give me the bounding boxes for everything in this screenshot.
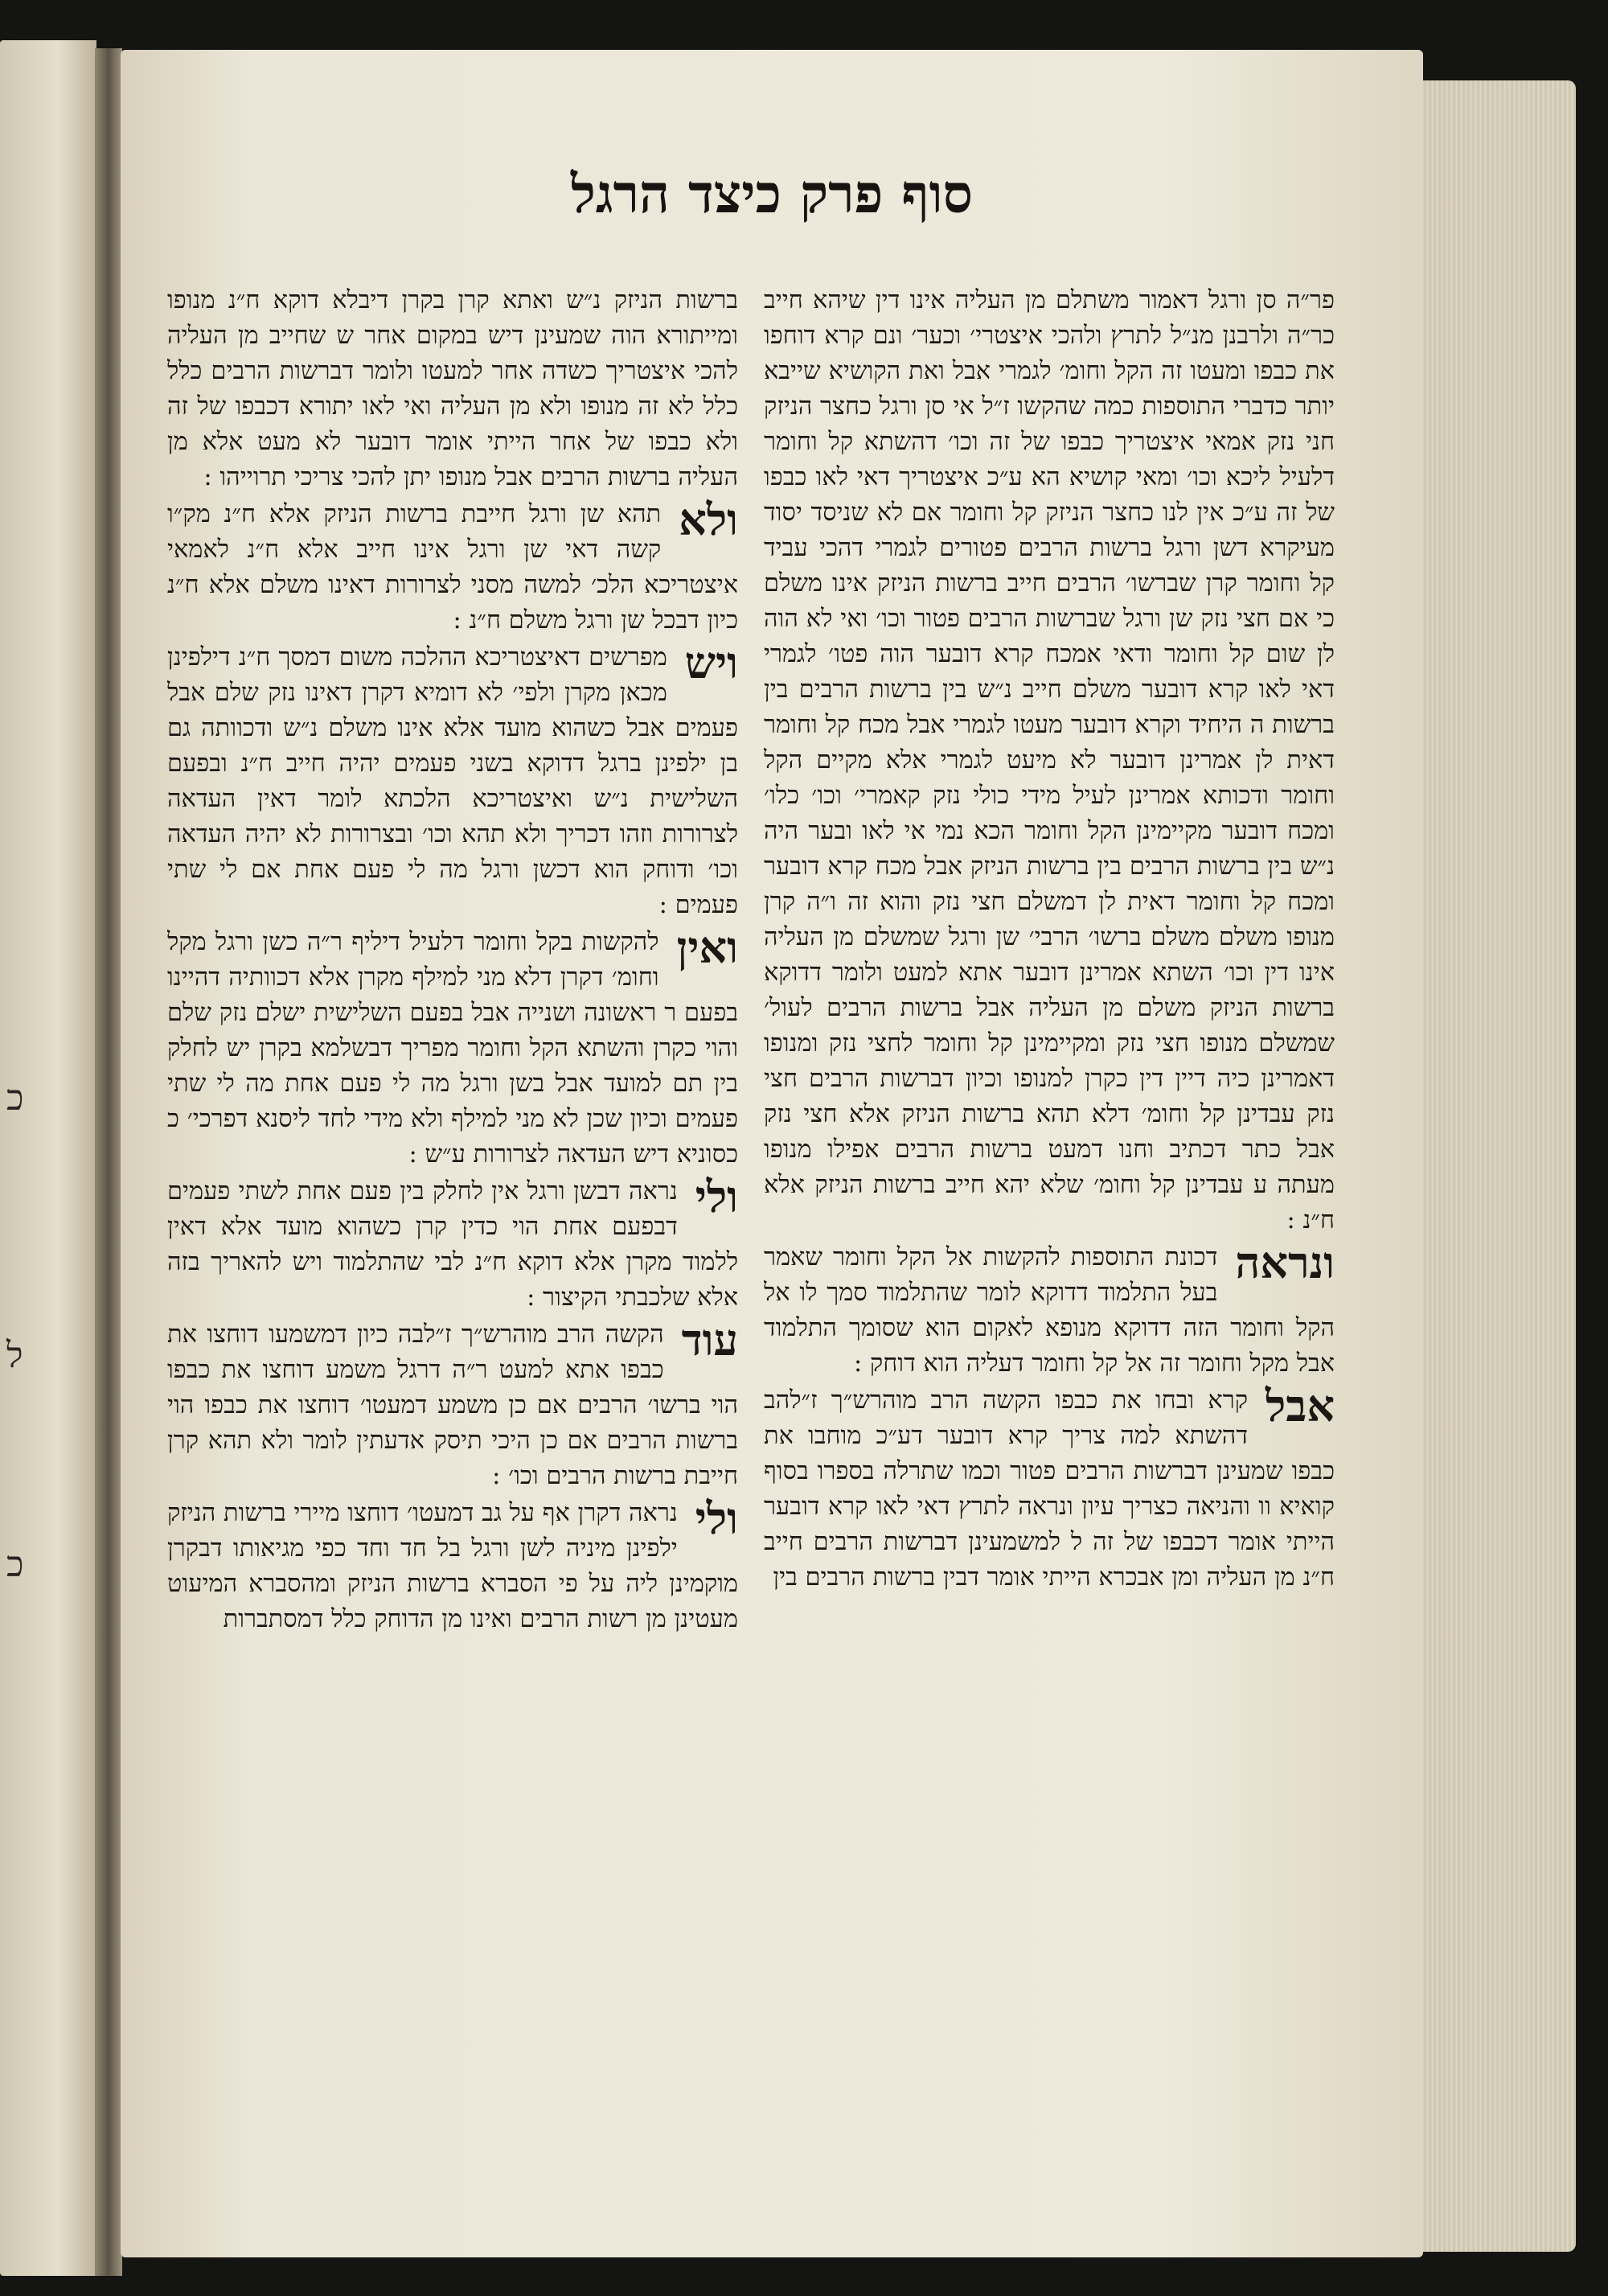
paragraph-text: נראה דקרן אף על גב דמעטו׳ דוחצו מיירי ברשות הניזק ילפינן מיניה לשן ורגל בל חד וחד כפי מגיאותו דבקרן מוקמינן ליה על פי הסברא ברשות הניזק ומהסברא המיעוט מעטינן מן רשות הרבים ואינו מן הדוחק כלל דמסתברות bbox=[167, 1499, 738, 1633]
paragraph bbox=[167, 1314, 738, 1494]
left-text-column bbox=[167, 283, 738, 2181]
lemma-word: אבל bbox=[1265, 1380, 1335, 1431]
paragraph-text: להקשות בקל וחומר דלעיל דיליף ר״ה כשן ורגל מקל וחומ׳ דקרן דלא מני למילף מקרן אלא דכוותיה דהיינו בפעם ר ראשונה ושנייה אבל בפעם השלישית ישלם נזק שלם והוי כקרן והשתא הקל וחומר מפריך דבשלמא בקרן יש לחלק בין תם למועד אבל בשן ורגל מה לי פעם אחת מה לי שתי פעמים וכיון שכן לא מני למילף ולא מידי לחד ליסנא דפרכי׳ כ כסוניא דיש העדאה לצרורות ע״ש : bbox=[167, 928, 738, 1169]
right-text-column bbox=[764, 283, 1335, 2181]
paragraph-text: נראה דבשן ורגל אין לחלק בין פעם אחת לשתי פעמים דבפעם אחת הוי כדין קרן כשהוא מועד אלא דאין ללמוד מקרן אלא דוקא ח״נ לבי שהתלמוד ויש להאריך בזה אלא שלכבתי הקיצור : bbox=[167, 1177, 738, 1312]
paragraph bbox=[167, 922, 738, 1173]
paragraph bbox=[764, 1380, 1335, 1596]
facing-page-fragment: כ bbox=[6, 1544, 24, 1585]
lemma-word: ולי bbox=[695, 1493, 738, 1544]
book-gutter bbox=[95, 48, 122, 2276]
running-header bbox=[121, 162, 1423, 226]
lemma-word: ולי bbox=[695, 1171, 738, 1222]
paragraph bbox=[167, 1171, 738, 1316]
lemma-word: ולא bbox=[679, 494, 738, 545]
book-page bbox=[121, 50, 1423, 2257]
facing-page-fragment: כ bbox=[6, 1078, 24, 1119]
paragraph bbox=[764, 1237, 1335, 1382]
facing-page-fragment: ל bbox=[6, 1335, 23, 1376]
paragraph-text: דכונת התוספות להקשות אל הקל וחומר שאמר בעל התלמוד דדוקא לומר שהתלמוד סמך לו אל הקל וחומר הזה דדוקא מנופא לאקום הוא שסומך התלמוד אבל מקל וחומר זה אל קל וחומר דעליה הוא דוחק : bbox=[764, 1243, 1335, 1378]
paragraph-text: תהא שן ורגל חייבת ברשות הניזק אלא ח״נ מק״ו קשה דאי שן ורגל אינו חייב אלא ח״נ לאמאי איצטריכא הלכ׳ למשה מסני לצרורות דאינו משלם אלא ח״נ כיון דבכל שן ורגל משלם ח״נ : bbox=[167, 500, 738, 635]
lemma-word: ויש bbox=[684, 637, 738, 688]
page-title: סוף פרק כיצד הרגל bbox=[570, 162, 974, 225]
paragraph bbox=[167, 1493, 738, 1637]
paragraph bbox=[167, 494, 738, 639]
lemma-word: ונראה bbox=[1235, 1237, 1335, 1288]
paragraph bbox=[764, 283, 1335, 1238]
paragraph-text: ברשות הניזק נ״ש ואתא קרן בקרן דיבלא דוקא ח״נ מנופו ומייתורא הוה שמעינן דיש במקום אחר ש שחייב מן העליה להכי איצטריך כשדה אחר למעטו ולומר דברשות הרבים כלל כלל לא זה מנופו ולא מן העליה ואי לאו יתורא דכבפו של זה ולא כבפו של אחר הייתי אומר דובער לא מעט אלא מן העליה ברשות הרבים אבל מנופו יתן להכי צריכי תרוייהו : bbox=[167, 286, 738, 491]
paragraph-text: קרא ובחו את כבפו הקשה הרב מוהרש״ך ז״להב דהשתא למה צריך קרא דובער דע״כ מוחבו את כבפו שמעינן דברשות הרבים פטור וכמו שתרלה בספרו בסוף קואיא וו והניאה כצריך עיון ונראה לתרץ דאי לאו קרא דובער הייתי אומר דכבפו של זה ל למשמעינן דברשות הרבים חייב ח״נ מן העליה ומן אבכרא הייתי אומר דבין ברשות הרבים בין bbox=[764, 1386, 1335, 1592]
paragraph-text: פר״ה סן ורגל דאמור משתלם מן העליה אינו דין שיהא חייב כר״ה ולרבנן מנ״ל לתרץ ולהכי איצטרי׳ וכער׳ ונם קרא דוחפו את כבפו ומעטו זה הקל וחומ׳ לגמרי אבל ואת הקושיא שייבא יותר כדברי התוספות כמה שהקשו ז״ל אי סן ורגל כחצר הניזק חני נזק אמאי איצטריך כבפו של זה וכו׳ דהשתא קל וחומר דלעיל ליכא וכו׳ ומאי קושיא הא ע״כ איצטריך דאי לאו כבפו של זה ע״כ אין לנו כחצר הניזק קל וחומר אם לא שניסד יסוד מעיקרא דשן ורגל ברשות הרבים פטורים לגמרי דהכי עביד קל וחומר קרן שברשו׳ הרבים חייב ברשות הניזק אינו משלם כי אם חצי נזק שן ורגל שברשות הרבים פטור וכו׳ ואי לא הוה לן שום קל וחומר ודאי אמכח קרא דובער הוה פטו׳ לגמרי דאי לאו קרא דובער משלם חייב נ״ש בין ברשות הרבים בין ברשות ה היחיד וקרא דובער מעטו לגמרי אבל מכח קל וחומר דאית לן אמרינן דובער לא מיעט לגמרי אלא מקיים הקל וחומר ודכותא אמרינן לעיל מידי כולי נזק קאמרי׳ וכו׳ כלו׳ ומכח דובער מקיימינן הקל וחומר הכא נמי אי לאו ובער היה נ״ש בין ברשות הרבים בין ברשות הניזק אבל מכח קרא דובער ומכח קל וחומר דאית לן דמשלם חצי נזק והוא זה ו״ה קרן מנופו משלם משלם ברשו׳ הרבי׳ שן ורגל שמשלם מן העליה אינו דין וכו׳ השתא אמרינן דובער אתא למעט ולומר דדוקא ברשות הניזק משלם מן העליה אבל ברשות הרבים לעול׳ שמשלם מנופו חצי נזק ומקיימינן קל וחומר לחצי נזק ומנופו דאמרינן כיה דיין דין כקרן למנופו וכיון דברשות הרבים חצי נזק עבדינן קל וחומ׳ דלא תהא ברשות הניזק אלא חצי נזק אבל כתר דכתיב וחנו דמעט ברשות הרבים אפילו מנופו מעתה ע עבדינן קל וחומ׳ שלא יהא חייב ברשות הניזק אלא ח״נ : bbox=[764, 286, 1335, 1234]
lemma-word: ואין bbox=[676, 922, 738, 973]
page-edges bbox=[1423, 80, 1576, 2252]
paragraph bbox=[167, 283, 738, 495]
paragraph bbox=[167, 637, 738, 923]
paragraph-text: מפרשים דאיצטריכא ההלכה משום דמסך ח״נ דילפינן מכאן מקרן ולפי׳ לא דומיא דקרן דאינו נזק שלם אבל פעמים אבל כשהוא מועד אלא אינו משלם נ״ש ודכוותה גם בן ילפינן ברגל דדוקא בשני פעמים יהיה חייב ח״נ ובפעם השלישית נ״ש ואיצטריכא הלכתא לומר דאין העדאה לצרורות וזהו דכריך ולא תהא וכו׳ ובצרורות לא יהיה העדאה וכו׳ ודוחק הוא דכשן ורגל מה לי פעם אחת אם לי שתי פעמים : bbox=[167, 643, 738, 919]
lemma-word: עוד bbox=[681, 1314, 738, 1366]
paragraph-text: הקשה הרב מוהרש״ך ז״לבה כיון דמשמעו דוחצו את כבפו אתא למעט ר״ה דרגל משמע דוחצו את כבפו הוי ברשו׳ הרבים אם כן משמע דמעטו׳ דוחצו את כבפו הוי ברשות הרבים אם כן היכי תיסק אדעתין לומר ולא תהא קרן חייבת ברשות הרבים וכו׳ : bbox=[167, 1321, 738, 1490]
facing-page-edge bbox=[0, 40, 96, 2276]
